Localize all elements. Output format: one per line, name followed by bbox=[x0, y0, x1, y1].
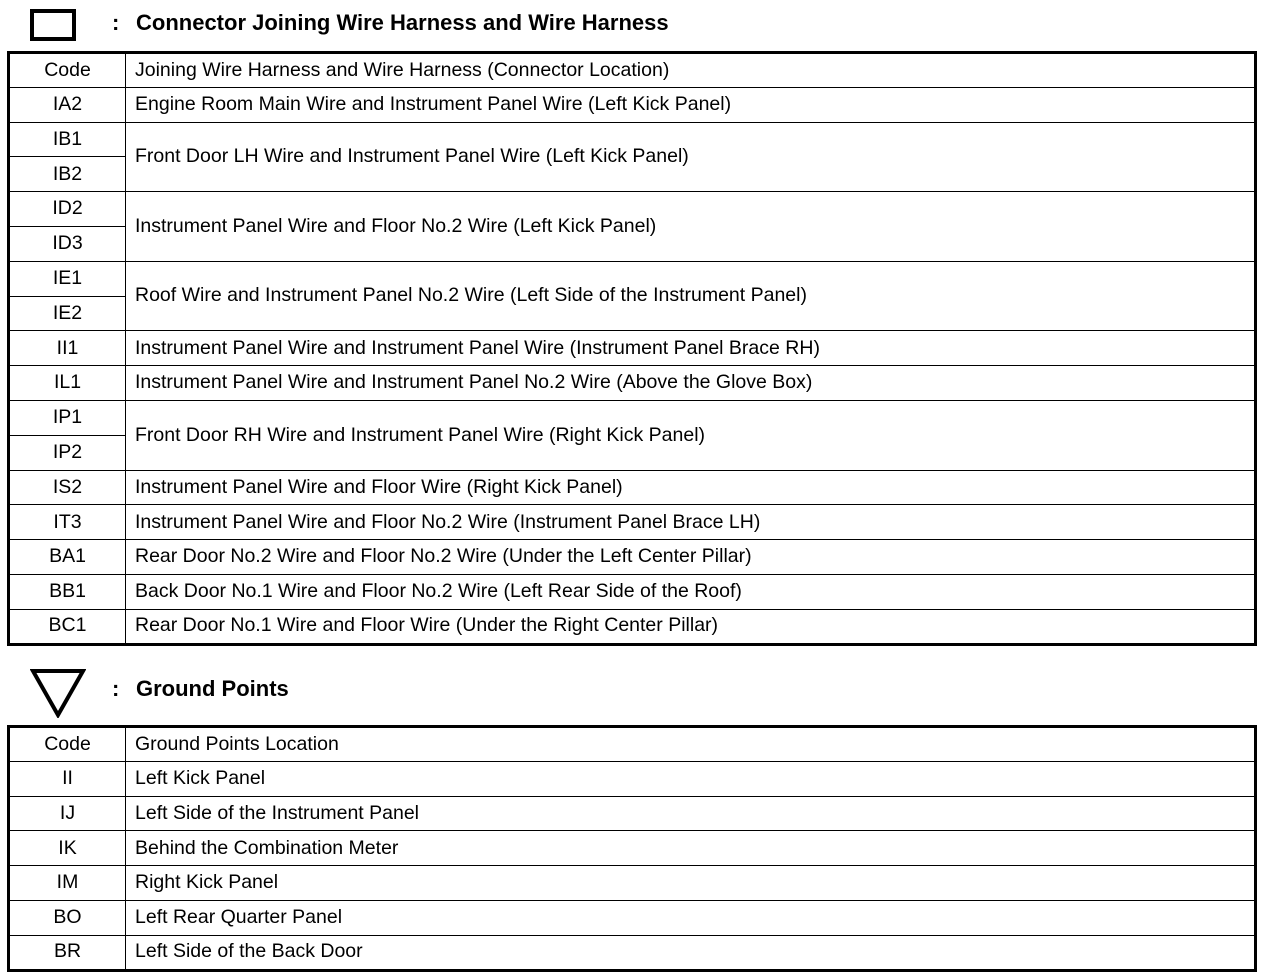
ground-location: Behind the Combination Meter bbox=[126, 831, 1256, 866]
table-row bbox=[9, 540, 1256, 575]
connector-code: IP1 bbox=[9, 400, 126, 435]
connector-location: Instrument Panel Wire and Instrument Panel Wire (Instrument Panel Brace RH) bbox=[126, 331, 1256, 366]
table-row bbox=[9, 761, 1256, 796]
table-row bbox=[9, 505, 1256, 540]
connector-code: IT3 bbox=[9, 505, 126, 540]
connector-code: IP2 bbox=[9, 435, 126, 470]
connector-location: Rear Door No.2 Wire and Floor No.2 Wire (Under the Left Center Pillar) bbox=[126, 540, 1256, 575]
connector-location: Instrument Panel Wire and Floor Wire (Right Kick Panel) bbox=[126, 470, 1256, 505]
table-header-row bbox=[9, 727, 1256, 762]
connector-heading-colon: : bbox=[112, 10, 120, 35]
ground-code: IK bbox=[9, 831, 126, 866]
connector-location: Rear Door No.1 Wire and Floor Wire (Under the Right Center Pillar) bbox=[126, 609, 1256, 644]
ground-location: Left Side of the Back Door bbox=[126, 935, 1256, 970]
connector-code: BA1 bbox=[9, 540, 126, 575]
table-row bbox=[9, 935, 1256, 970]
connector-location: Roof Wire and Instrument Panel No.2 Wire (Left Side of the Instrument Panel) bbox=[126, 261, 1256, 331]
table-row bbox=[9, 831, 1256, 866]
table-header-row bbox=[9, 53, 1256, 88]
table-row bbox=[9, 574, 1256, 609]
table-row bbox=[9, 866, 1256, 901]
table-row bbox=[9, 331, 1256, 366]
connector-code: BB1 bbox=[9, 574, 126, 609]
connector-code: IL1 bbox=[9, 366, 126, 401]
table-row bbox=[9, 900, 1256, 935]
table-row bbox=[9, 366, 1256, 401]
ground-code: IM bbox=[9, 866, 126, 901]
ground-location: Left Kick Panel bbox=[126, 761, 1256, 796]
square-icon bbox=[30, 9, 76, 41]
table-row bbox=[9, 796, 1256, 831]
ground-location: Left Side of the Instrument Panel bbox=[126, 796, 1256, 831]
connector-code: BC1 bbox=[9, 609, 126, 644]
table-row bbox=[9, 122, 1256, 157]
connector-code: ID3 bbox=[9, 226, 126, 261]
connector-code: ID2 bbox=[9, 192, 126, 227]
connector-location: Instrument Panel Wire and Floor No.2 Wire (Left Kick Panel) bbox=[126, 192, 1256, 262]
connector-code: IB1 bbox=[9, 122, 126, 157]
connector-section-title: Connector Joining Wire Harness and Wire Harness bbox=[136, 10, 669, 35]
connector-location: Instrument Panel Wire and Instrument Panel No.2 Wire (Above the Glove Box) bbox=[126, 366, 1256, 401]
ground-heading-colon: : bbox=[112, 676, 120, 701]
connector-code: IE2 bbox=[9, 296, 126, 331]
code-column-header: Code bbox=[9, 727, 126, 762]
ground-code: BO bbox=[9, 900, 126, 935]
ground-points-table bbox=[7, 725, 1257, 972]
table-row bbox=[9, 261, 1256, 296]
code-column-header: Code bbox=[9, 53, 126, 88]
connector-location: Back Door No.1 Wire and Floor No.2 Wire (Left Rear Side of the Roof) bbox=[126, 574, 1256, 609]
location-column-header: Ground Points Location bbox=[126, 727, 1256, 762]
connector-location: Instrument Panel Wire and Floor No.2 Wire (Instrument Panel Brace LH) bbox=[126, 505, 1256, 540]
ground-code: II bbox=[9, 761, 126, 796]
connector-code: IA2 bbox=[9, 87, 126, 122]
ground-code: IJ bbox=[9, 796, 126, 831]
ground-code: BR bbox=[9, 935, 126, 970]
downward-triangle-icon bbox=[30, 668, 86, 718]
ground-section-title: Ground Points bbox=[136, 676, 289, 701]
location-column-header: Joining Wire Harness and Wire Harness (Connector Location) bbox=[126, 53, 1256, 88]
connector-location: Engine Room Main Wire and Instrument Panel Wire (Left Kick Panel) bbox=[126, 87, 1256, 122]
connector-code: IE1 bbox=[9, 261, 126, 296]
connector-code: II1 bbox=[9, 331, 126, 366]
connector-table bbox=[7, 51, 1257, 646]
table-row bbox=[9, 87, 1256, 122]
table-row bbox=[9, 192, 1256, 227]
connector-location: Front Door LH Wire and Instrument Panel Wire (Left Kick Panel) bbox=[126, 122, 1256, 192]
connector-location: Front Door RH Wire and Instrument Panel Wire (Right Kick Panel) bbox=[126, 400, 1256, 470]
connector-code: IS2 bbox=[9, 470, 126, 505]
ground-location: Right Kick Panel bbox=[126, 866, 1256, 901]
table-row bbox=[9, 470, 1256, 505]
connector-code: IB2 bbox=[9, 157, 126, 192]
table-row bbox=[9, 609, 1256, 644]
ground-location: Left Rear Quarter Panel bbox=[126, 900, 1256, 935]
table-row bbox=[9, 400, 1256, 435]
